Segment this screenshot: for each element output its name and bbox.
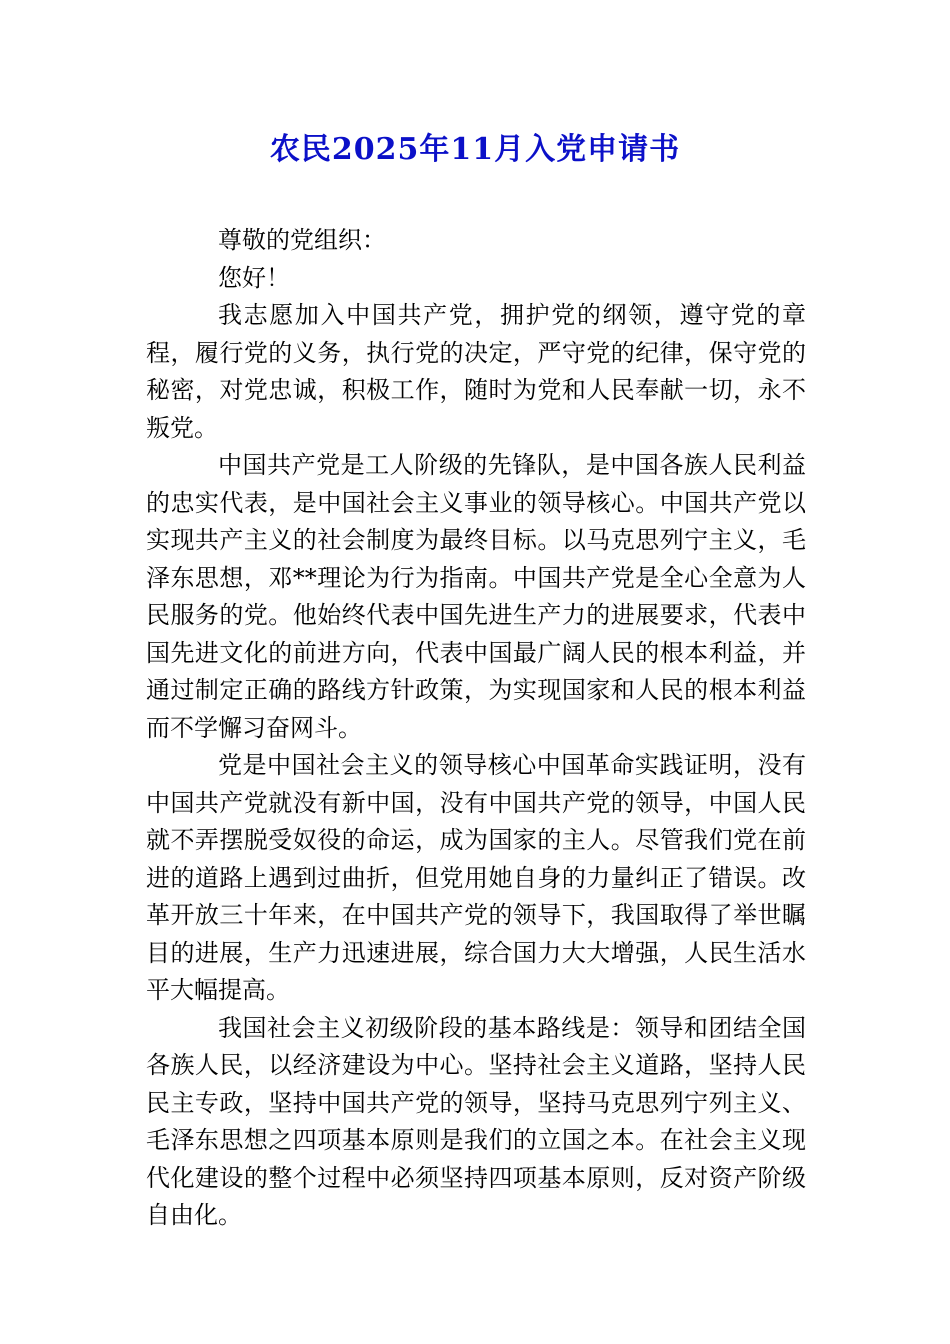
document-body bbox=[146, 222, 806, 1235]
body-paragraph: 中国共产党是工人阶级的先锋队，是中国各族人民利益的忠实代表，是中国社会主义事业的领导核心。中国共产党以实现共产主义的社会制度为最终目标。以马克思列宁主义，毛泽东思想，邓**理论为行为指南。中国共产党是全心全意为人民服务的党。他始终代表中国先进生产力的进展要求，代表中国先进文化的前进方向，代表中国最广阔人民的根本利益，并通过制定正确的路线方针政策，为实现国家和人民的根本利益而不学懈习奋网斗。 bbox=[146, 451, 806, 742]
body-paragraph: 党是中国社会主义的领导核心中国革命实践证明，没有中国共产党就没有新中国，没有中国共产党的领导，中国人民就不弄摆脱受奴役的命运，成为国家的主人。尽管我们党在前进的道路上遇到过曲折，但党用她自身的力量纠正了错误。改革开放三十年来，在中国共产党的领导下，我国取得了举世瞩目的进展，生产力迅速进展，综合国力大大增强，人民生活水平大幅提高。 bbox=[146, 751, 806, 1004]
body-paragraph: 我志愿加入中国共产党，拥护党的纲领，遵守党的章程，履行党的义务，执行党的决定，严守党的纪律，保守党的秘密，对党忠诚，积极工作，随时为党和人民奉献一切，永不叛党。 bbox=[146, 301, 806, 442]
salutation: 尊敬的党组织： bbox=[218, 226, 386, 254]
body-paragraph: 我国社会主义初级阶段的基本路线是：领导和团结全国各族人民，以经济建设为中心。坚持社会主义道路，坚持人民民主专政，坚持中国共产党的领导，坚持马克思列宁列主义、毛泽东思想之四项基本原则是我们的立国之本。在社会主义现代化建设的整个过程中必须坚持四项基本原则，反对资产阶级自由化。 bbox=[146, 1013, 806, 1229]
greeting: 您好！ bbox=[218, 263, 290, 292]
document-title: 农民2025年11月入党申请书 bbox=[269, 132, 681, 167]
